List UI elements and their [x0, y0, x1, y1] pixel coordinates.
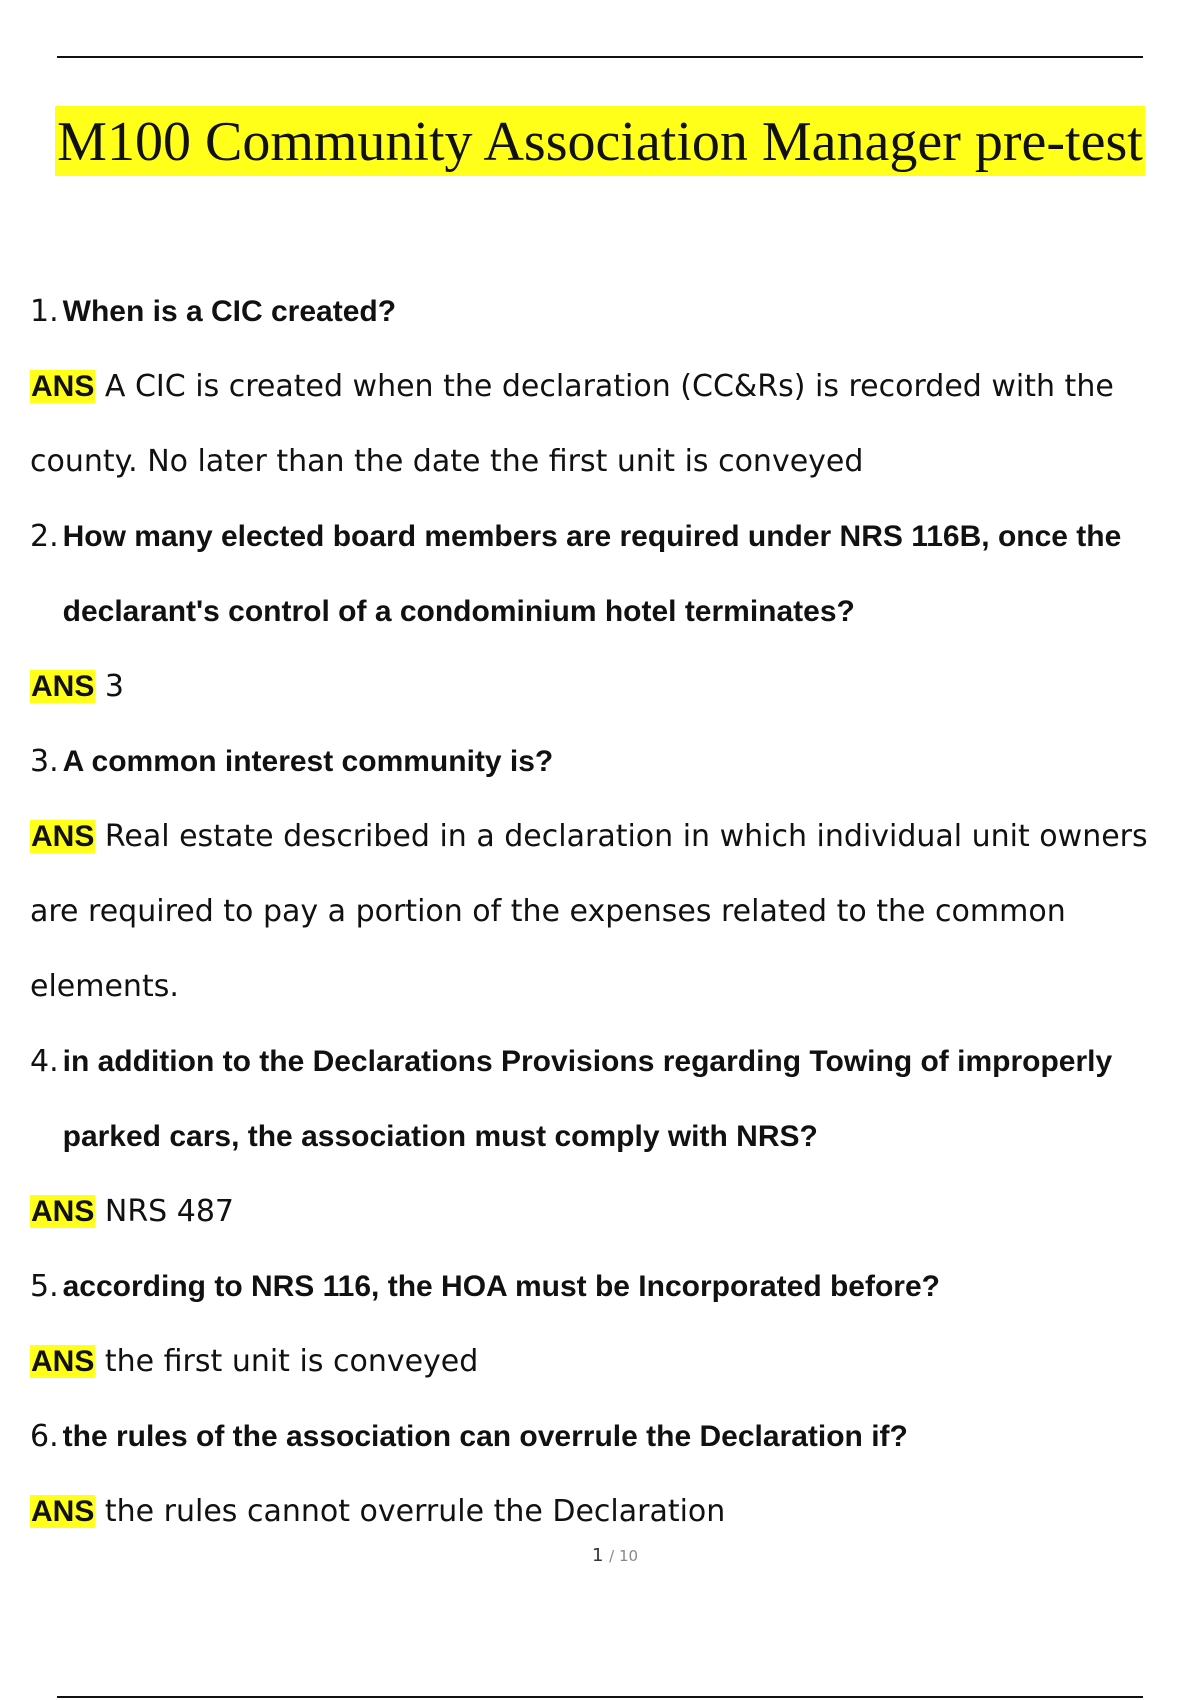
bottom-rule: [57, 1696, 1143, 1698]
qa-item-1: [30, 274, 1180, 499]
question-number: 5.: [30, 1269, 59, 1304]
answer-3: [30, 799, 1180, 1024]
question-6: [30, 1399, 1180, 1474]
answer-text: the first unit is conveyed: [104, 1344, 479, 1379]
question-text: in addition to the Declarations Provisions regarding Towing of improperly parked cars, the association must comply with NRS?: [62, 1045, 1113, 1153]
answer-label: ANS: [31, 1345, 95, 1378]
question-2: [30, 499, 1180, 649]
question-text: the rules of the association can overrule the Declaration if?: [62, 1420, 908, 1453]
answer-label: ANS: [31, 370, 95, 403]
question-text: How many elected board members are required under NRS 116B, once the declarant's control of a condominium hotel terminates?: [62, 520, 1122, 628]
qa-list: [30, 274, 1180, 1549]
qa-item-5: [30, 1249, 1180, 1399]
answer-5: [30, 1324, 1180, 1399]
answer-text: A CIC is created when the declaration (CC&Rs) is recorded with the county. No later than the date the first unit is conveyed: [30, 369, 1114, 479]
answer-label: ANS: [31, 1495, 95, 1528]
answer-4: [30, 1174, 1180, 1249]
answer-label: ANS: [31, 1195, 95, 1228]
total-pages: / 10: [609, 1547, 639, 1565]
qa-item-3: [30, 724, 1180, 1024]
question-text: A common interest community is?: [62, 745, 554, 778]
document-title: M100 Community Association Manager pre-test: [55, 106, 1145, 176]
answer-text: 3: [104, 669, 124, 704]
question-4: [30, 1024, 1180, 1174]
answer-text: the rules cannot overrule the Declaration: [104, 1494, 726, 1529]
question-5: [30, 1249, 1180, 1324]
answer-6: [30, 1474, 1180, 1549]
qa-item-6: [30, 1399, 1180, 1549]
question-number: 2.: [30, 519, 59, 554]
answer-text: Real estate described in a declaration in which individual unit owners are required to pay a portion of the expenses related to the common elements.: [30, 819, 1148, 1004]
qa-item-2: [30, 499, 1180, 724]
question-3: [30, 724, 1180, 799]
answer-label: ANS: [31, 820, 95, 853]
question-text: according to NRS 116, the HOA must be Incorporated before?: [62, 1270, 940, 1303]
current-page: 1: [591, 1545, 604, 1566]
question-number: 1.: [30, 294, 59, 329]
question-number: 4.: [30, 1044, 59, 1079]
question-number: 6.: [30, 1419, 59, 1454]
answer-label: ANS: [31, 670, 95, 703]
qa-item-4: [30, 1024, 1180, 1249]
answer-text: NRS 487: [104, 1194, 235, 1229]
answer-2: [30, 649, 1180, 724]
title-container: [0, 106, 1200, 176]
question-1: [30, 274, 1180, 349]
answer-1: [30, 349, 1180, 499]
question-text: When is a CIC created?: [62, 295, 397, 328]
page-indicator: [0, 1545, 1200, 1566]
question-number: 3.: [30, 744, 59, 779]
top-rule: [57, 56, 1143, 58]
